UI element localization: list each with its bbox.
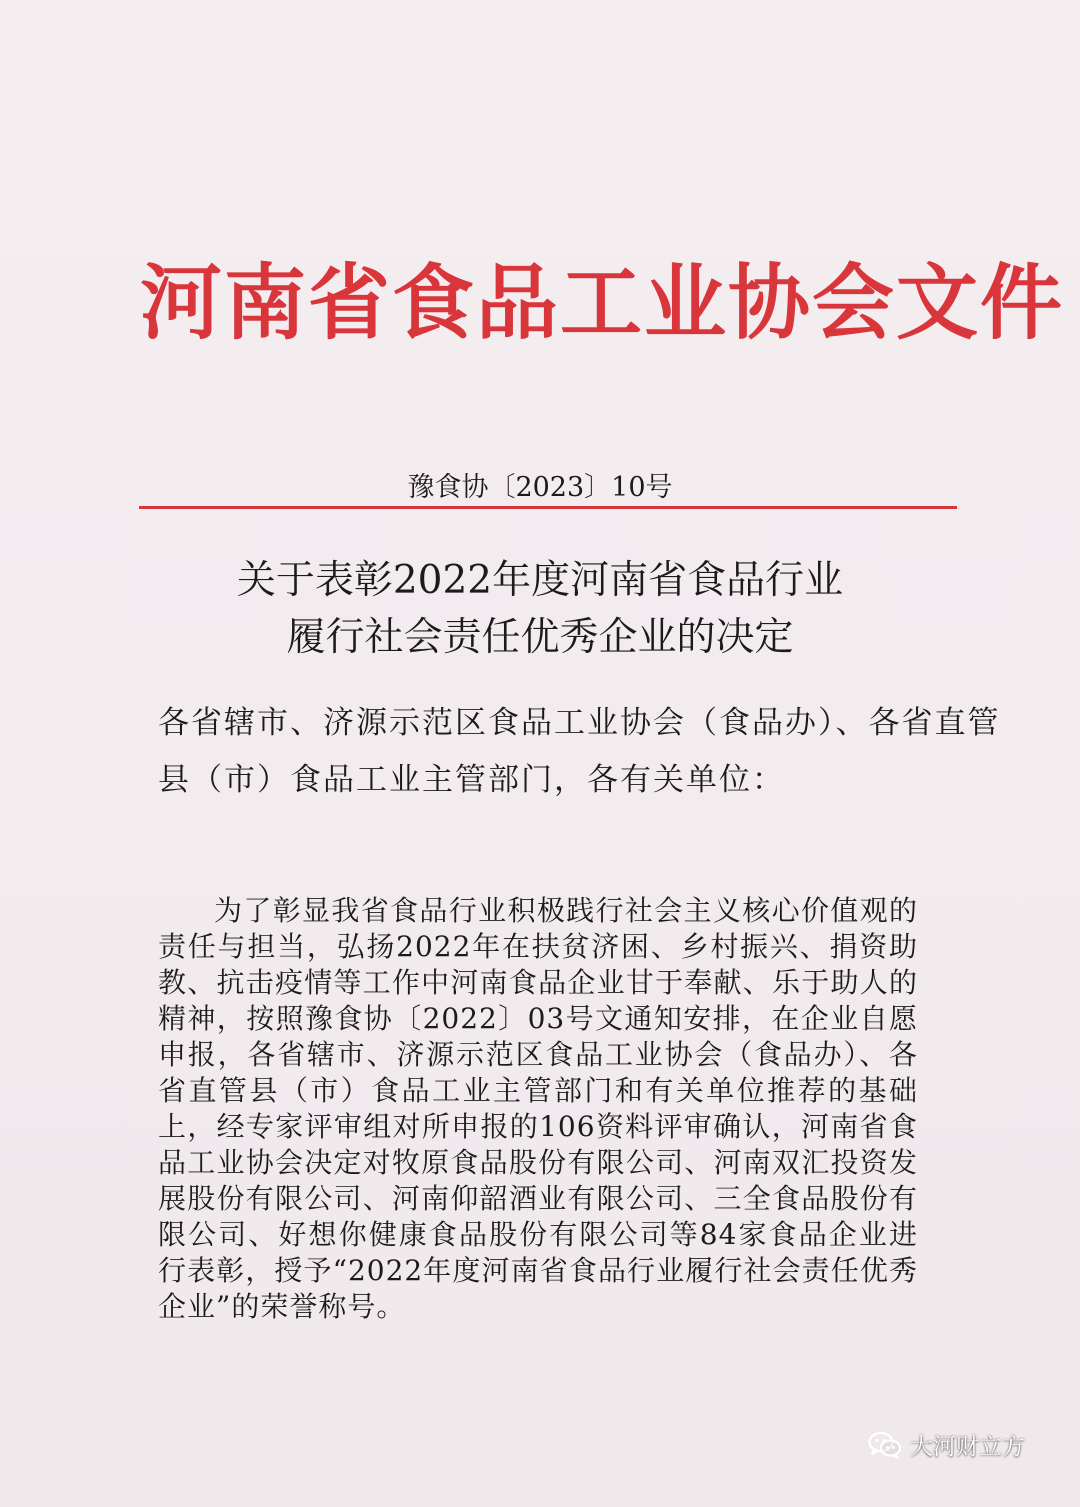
body-paragraph: 为了彰显我省食品行业积极践行社会主义核心价值观的责任与担当，弘扬2022年在扶贫济困、乡村振兴、捐资助教、抗击疫情等工作中河南食品企业甘于奉献、乐于助人的精神，按照豫食协〔2022〕03号文通知安排，在企业自愿申报，各省辖市、济源示范区食品工业协会（食品办）、各省直管县（市）食品工业主管部门和有关单位推荐的基础上，经专家评审组对所申报的106资料评审确认，河南省食品工业协会决定对牧原食品股份有限公司、河南双汇投资发展股份有限公司、河南仰韶酒业有限公司、三全食品股份有限公司、好想你健康食品股份有限公司等84家食品企业进行表彰，授予“2022年度河南省食品行业履行社会责任优秀企业”的荣誉称号。 (158, 894, 918, 1323)
addressee-line-1: 各省辖市、济源示范区食品工业协会（食品办）、各省直管 (158, 705, 1001, 741)
document-title-line-2: 履行社会责任优秀企业的决定 (286, 615, 794, 660)
addressee-line-2: 县（市）食品工业主管部门，各有关单位： (158, 762, 785, 798)
document-header: 河南省食品工业协会文件 (140, 255, 1065, 351)
wechat-icon (868, 1431, 902, 1459)
document-number: 豫食协〔2023〕10号 (407, 472, 673, 503)
document-title-line-1: 关于表彰2022年度河南省食品行业 (236, 558, 844, 603)
header-divider (139, 506, 957, 509)
watermark (868, 1428, 1025, 1461)
watermark-text: 大河财立方 (910, 1434, 1025, 1460)
